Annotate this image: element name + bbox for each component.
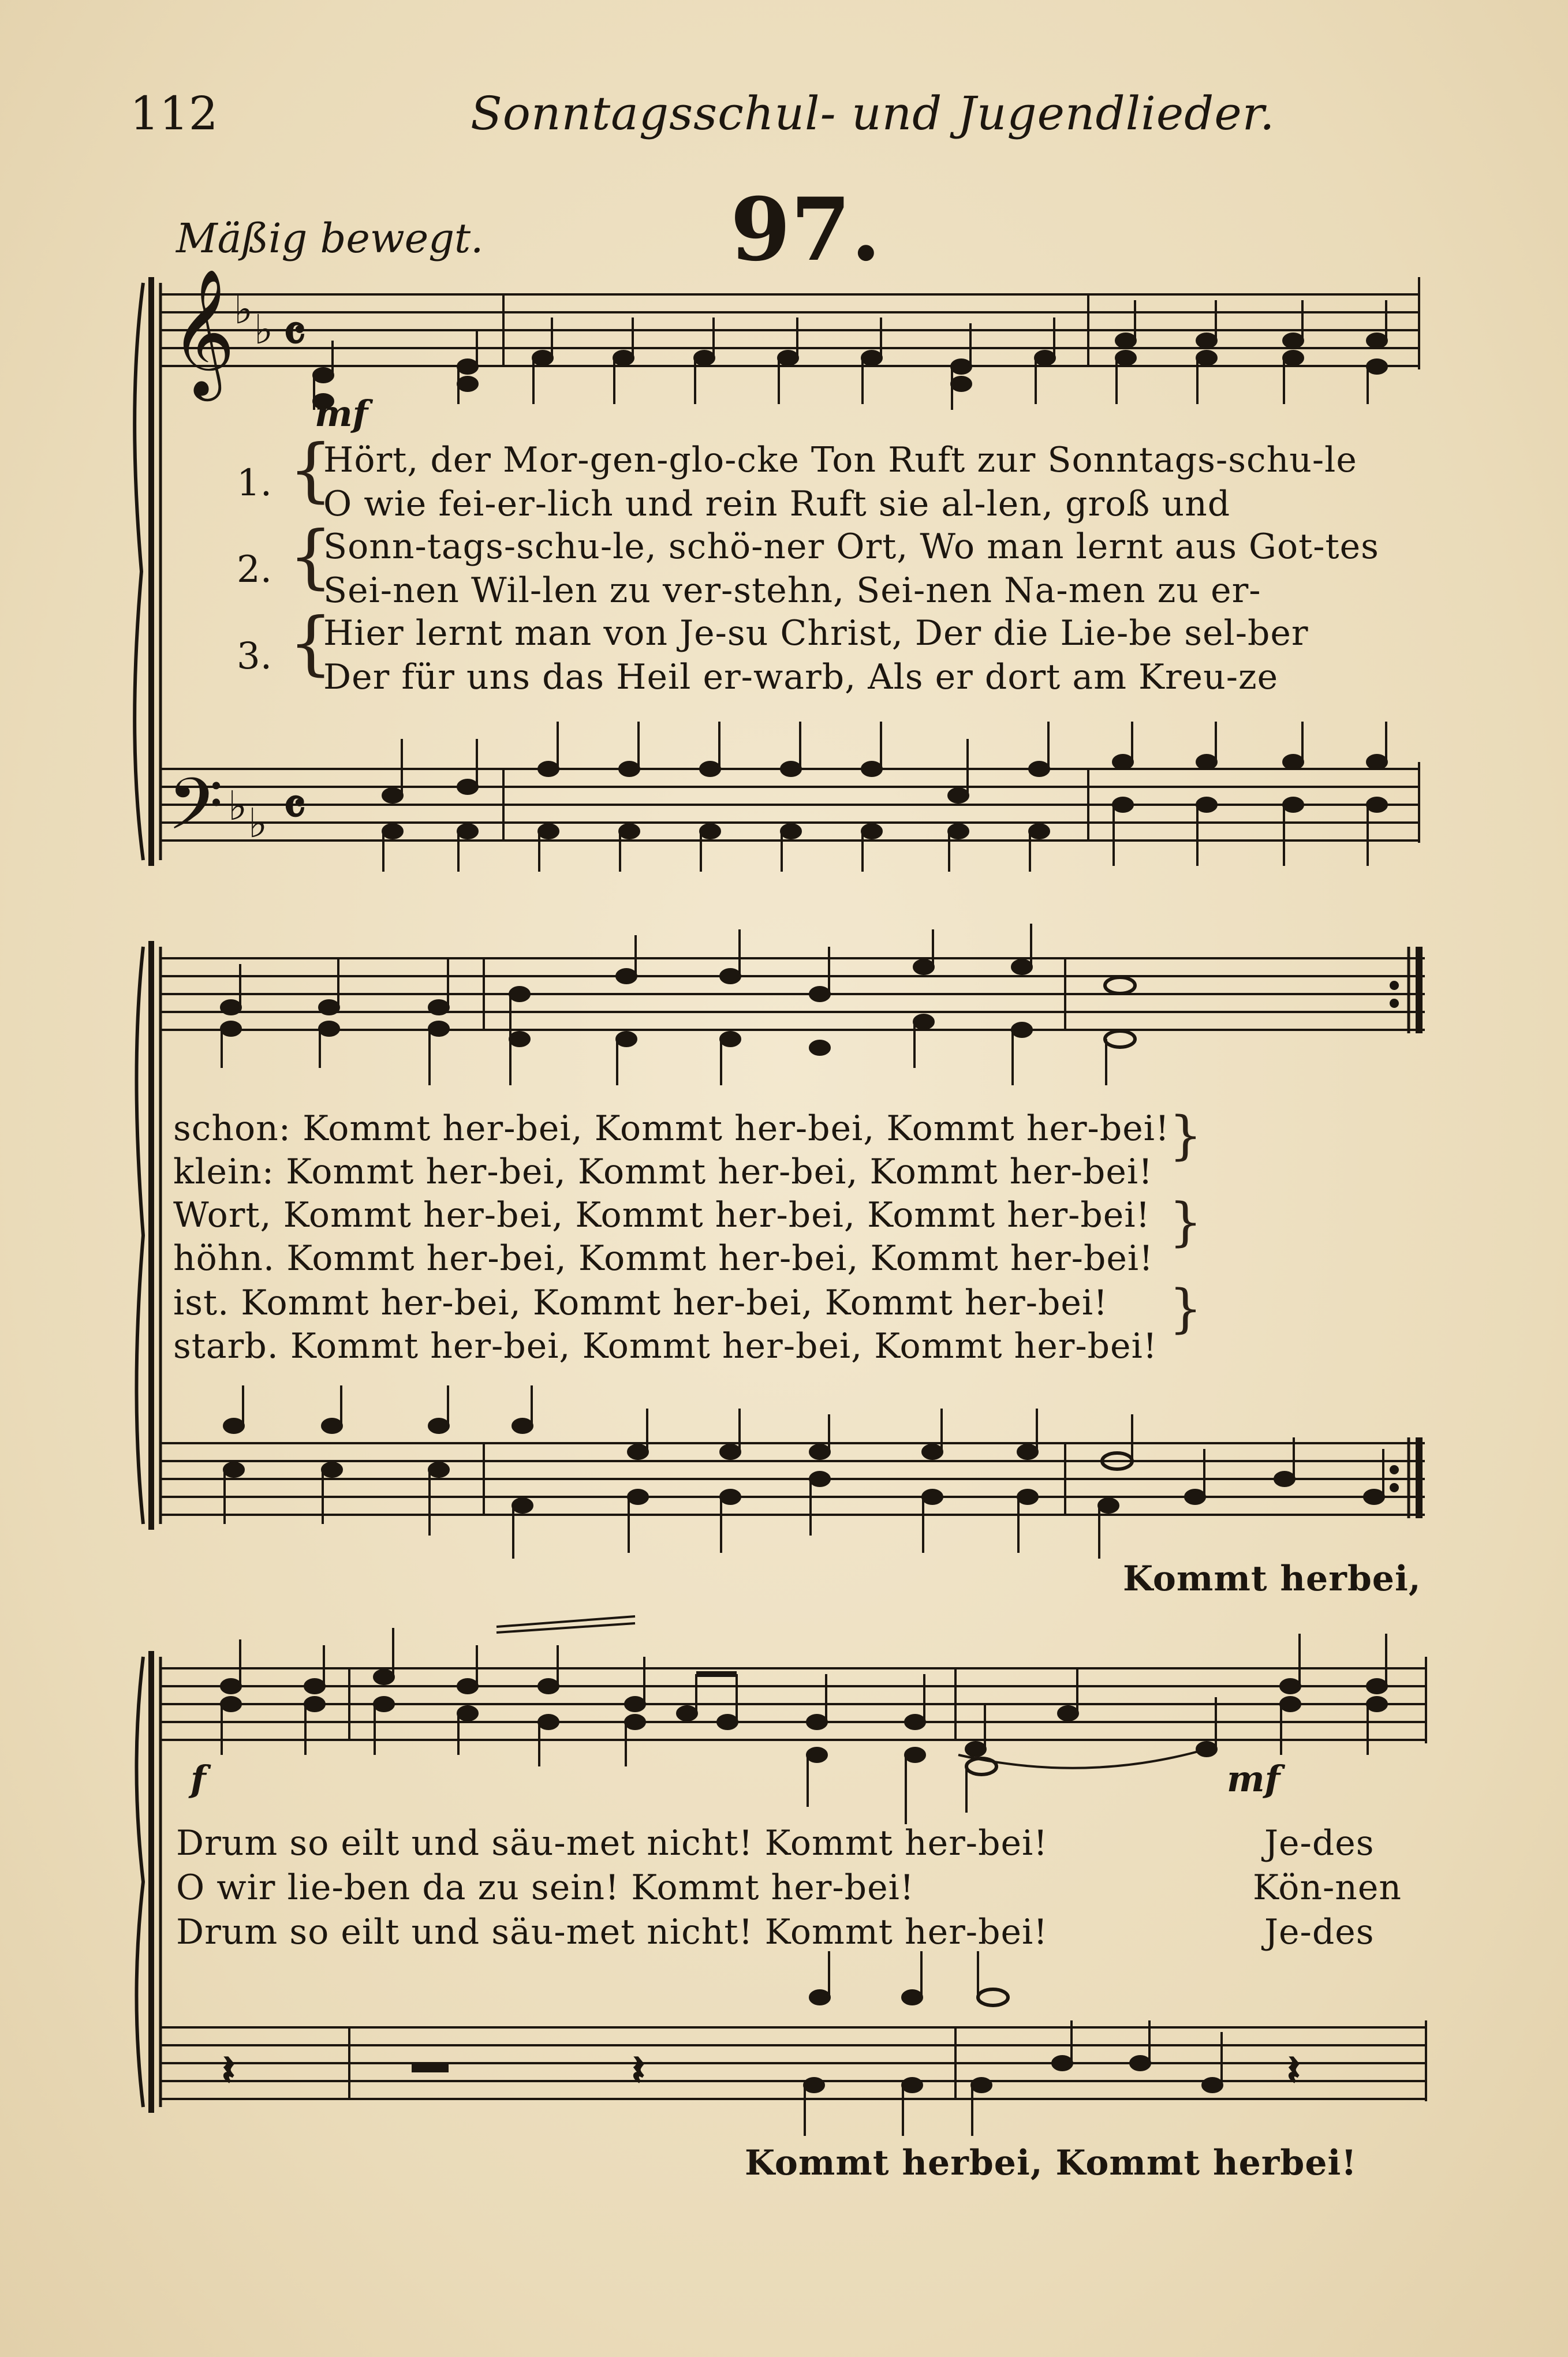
pickup-lyric: Kön-nen — [1253, 1867, 1402, 1908]
s2-bass-notes — [224, 1385, 1384, 1559]
dynamic-f: f — [191, 1758, 206, 1800]
bass-clef-icon: 𝄢 — [167, 763, 223, 864]
lyric-line: Der für uns das Heil er-warb, Als er dort am Kreu-ze — [323, 657, 1279, 697]
svg-text:𝄴: 𝄴 — [283, 304, 307, 365]
lyric-line: Sei-nen Wil-len zu ver-stehn, Sei-nen Na-men zu er- — [323, 570, 1261, 611]
system-2-treble-staff — [160, 958, 1425, 1030]
system-2-bass-staff — [160, 1443, 1425, 1515]
lyric-line: ist. Kommt her-bei, Kommt her-bei, Kommt her-bei! — [173, 1283, 1108, 1323]
s2-treble-notes — [221, 924, 1135, 1085]
running-title: Sonntagsschul- und Jugendlieder. — [471, 87, 1275, 140]
dynamic-mf-2: mf — [1227, 1758, 1280, 1800]
svg-text:𝄽: 𝄽 — [632, 2046, 645, 2094]
treble-clef-icon: 𝄞 — [170, 268, 236, 395]
tempo-marking: Mäßig bewegt. — [176, 215, 484, 262]
svg-text:♭: ♭ — [234, 286, 253, 333]
lyric-line: Hier lernt man von Je-su Christ, Der die Lie-be sel-ber — [323, 613, 1309, 653]
s1-treble-notes — [313, 300, 1387, 410]
hymnal-page: 112 Sonntagsschul- und Jugendlieder. 97. Mäßig bewegt. 𝄞 ♭ ♭ 𝄴 𝄢 ♭ ♭ 𝄴 𝄽 𝄽 𝄽 mf f mf 1. 2. 3. { { { Hört, der Mor-gen-glo-cke Ton Ruft zur Sonntags-schu-le O wie fei-er-lich und rein Ruft sie al-len, groß und Sonn-tags-schu-le, schö-ner Ort, Wo man lernt aus Got-tes Sei-nen Wil-len zu ver-stehn, Sei-nen Na-men zu er- Hier lernt man von Je-su Christ, Der die Lie-be sel-ber Der für uns das Heil er-warb, Als er dort am Kreu-ze schon: Kommt her-bei, Kommt her-bei, Kommt her-bei! klein: Kommt her-bei, Kommt her-bei, Kommt her-bei! Wort, Kommt her-bei, Kommt her-bei, Kommt her-bei! höhn. Kommt her-bei, Kommt her-bei, Kommt her-bei! ist. Kommt her-bei, Kommt her-bei, Kommt her-bei! starb. Kommt her-bei, Kommt her-bei, Kommt her-bei! } } } Kommt herbei, Drum so eilt und säu-met nicht! Kommt her-bei! O wir lie-ben da zu sein! Kommt her-bei! Drum so eilt und säu-met nicht! Kommt her-bei! Je-des Kön-nen Je-des Kommt herbei, Kommt herbei! — [0, 0, 1568, 2357]
lyric-line: klein: Kommt her-bei, Kommt her-bei, Kommt her-bei! — [173, 1152, 1153, 1192]
svg-text:♭: ♭ — [228, 782, 248, 830]
svg-text:♭: ♭ — [248, 800, 268, 847]
svg-text:𝄽: 𝄽 — [222, 2046, 235, 2094]
s1-bass-notes — [383, 722, 1387, 872]
dynamic-mf-1: mf — [315, 393, 368, 435]
lyric-line: Drum so eilt und säu-met nicht! Kommt her-bei! — [176, 1823, 1048, 1863]
lyric-line: O wir lie-ben da zu sein! Kommt her-bei! — [176, 1867, 914, 1908]
lyric-line: Wort, Kommt her-bei, Kommt her-bei, Kommt her-bei! — [173, 1195, 1151, 1235]
pickup-lyric: Je-des — [1264, 1823, 1375, 1863]
pickup-lyric: Je-des — [1264, 1912, 1375, 1952]
verse-number-1: 1. — [237, 462, 272, 505]
verse-number-3: 3. — [237, 635, 272, 678]
svg-text:♭: ♭ — [254, 306, 274, 353]
bass-lyric: Kommt herbei, Kommt herbei! — [745, 2143, 1357, 2183]
hymn-number: 97. — [730, 179, 881, 281]
bass-lyric: Kommt herbei, — [1123, 1559, 1421, 1599]
s3-treble-notes — [221, 1628, 1387, 1824]
lyric-line: starb. Kommt her-bei, Kommt her-bei, Kommt her-bei! — [173, 1326, 1158, 1366]
lyric-line: O wie fei-er-lich und rein Ruft sie al-len, groß und — [323, 484, 1231, 524]
verse-number-2: 2. — [237, 548, 272, 591]
lyric-line: Sonn-tags-schu-le, schö-ner Ort, Wo man lernt aus Got-tes — [323, 526, 1379, 567]
lyric-line: höhn. Kommt her-bei, Kommt her-bei, Kommt her-bei! — [173, 1238, 1154, 1279]
lyric-line: Hört, der Mor-gen-glo-cke Ton Ruft zur Sonntags-schu-le — [323, 440, 1357, 480]
s3-bass-notes — [222, 1951, 1300, 2136]
svg-text:𝄴: 𝄴 — [283, 777, 307, 838]
page-number: 112 — [130, 87, 218, 140]
lyric-line: schon: Kommt her-bei, Kommt her-bei, Kommt her-bei! — [173, 1108, 1170, 1149]
svg-text:𝄽: 𝄽 — [1287, 2046, 1300, 2094]
lyric-line: Drum so eilt und säu-met nicht! Kommt her-bei! — [176, 1912, 1048, 1952]
